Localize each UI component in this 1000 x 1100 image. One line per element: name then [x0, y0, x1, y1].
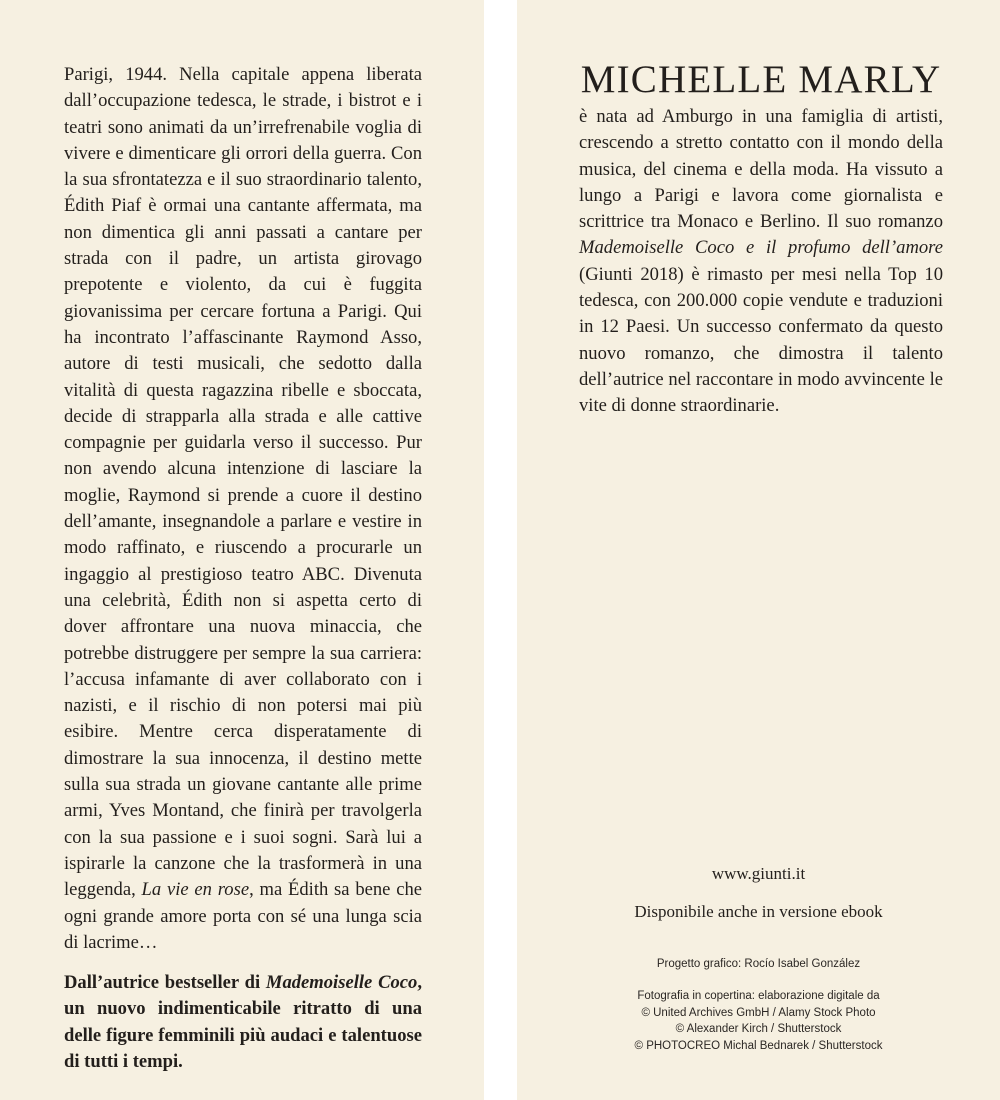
bio-text-end: (Giunti 2018) è rimasto per mesi nella Top 10 tedesca, con 200.000 copie vendute e traduzioni in 12 Paesi. Un successo confermato da questo nuovo romanzo, che dimostra il talento dell’autrice nel raccontare in modo avvincente le vite di donne straordinarie. — [579, 263, 943, 417]
photo-credit-line: Fotografia in copertina: elaborazione digitale da — [637, 990, 880, 1002]
photo-credit-line: © United Archives GmbH / Alamy Stock Photo — [641, 1006, 876, 1019]
author-name: MICHELLE MARLY — [580, 58, 942, 101]
tagline — [64, 970, 422, 1075]
synopsis-text: Parigi, 1944. Nella capitale appena liberata dall’occupazione tedesca, le strade, i bistrot e i teatri sono animati da un’irrefrenabile voglia di vivere e dimenticare gli orrori della guerra. Con la sua sfrontatezza e il suo straordinario talento, Édith Piaf è ormai una cantante affermata, ma non dimentica gli anni passati a cantare per strada con il padre, un artista girovago prepotente e violento, da cui è fuggita giovanissima per cercare fortuna a Parigi. Qui ha incontrato l’affascinante Raymond Asso, autore di testi musicali, che sedotto dalla vitalità di questa ragazzina ribelle e sboccata, decide di strapparla alla strada e alle cattive compagnie per guidarla verso il successo. Pur non avendo alcuna intenzione di lasciare la moglie, Raymond si prende a cuore il destino dell’amante, insegnandole a parlare e vestire in modo raffinato, e riuscendo a procurarle un ingaggio al prestigioso teatro ABC. Divenuta una celebrità, Édith non si aspetta certo di dover affrontare una nuova minaccia, che potrebbe distruggere per sempre la sua carriera: l’accusa infamante di aver collaborato con i nazisti, e il rischio di non potersi mai più esibire. Mentre cerca disperatamente di dimostrare la sua innocenza, il destino mette sulla sua strada un giovane cantante alle prime armi, Yves Montand, che finirà per travolgerla con la sua passione e i suoi sogni. Sarà lui a ispirarle la canzone che la trasformerà in una leggenda, — [64, 64, 422, 901]
ebook-note: Disponibile anche in versione ebook — [634, 902, 883, 921]
tagline-suffix: , un nuovo indimenticabile ritratto di una delle figure femminili più audaci e talentuose di tutti i tempi. — [64, 972, 423, 1072]
author-block — [579, 58, 943, 420]
synopsis-text-end: , ma Édith sa bene che ogni grande amore porta con sé una lunga scia di lacrime… — [64, 879, 423, 953]
song-title: La vie en rose — [141, 879, 250, 901]
bio-text: è nata ad Amburgo in una famiglia di artisti, crescendo a stretto contatto con il mondo della musica, del cinema e della moda. Ha vissuto a lungo a Parigi e lavora come giornalista e scrittrice tra Monaco e Berlino. Il suo romanzo — [579, 106, 943, 233]
left-flap-panel — [0, 0, 484, 1100]
photo-credit-line: © PHOTOCREO Michal Bednarek / Shutterstock — [634, 1039, 883, 1052]
tagline-book-title: Mademoiselle Coco — [265, 972, 418, 994]
bio-book-title: Mademoiselle Coco e il profumo dell’amore — [579, 237, 943, 259]
photo-credits — [517, 988, 1000, 1054]
synopsis — [64, 62, 422, 1075]
photo-credit-line: © Alexander Kirch / Shutterstock — [675, 1023, 842, 1035]
tagline-prefix: Dall’autrice bestseller di — [64, 972, 266, 994]
design-credit: Progetto grafico: Rocío Isabel González — [656, 958, 861, 970]
synopsis-paragraph — [64, 62, 422, 956]
publisher-website[interactable]: www.giunti.it — [711, 864, 806, 883]
author-bio — [579, 104, 943, 420]
right-flap-panel — [517, 0, 1000, 1100]
